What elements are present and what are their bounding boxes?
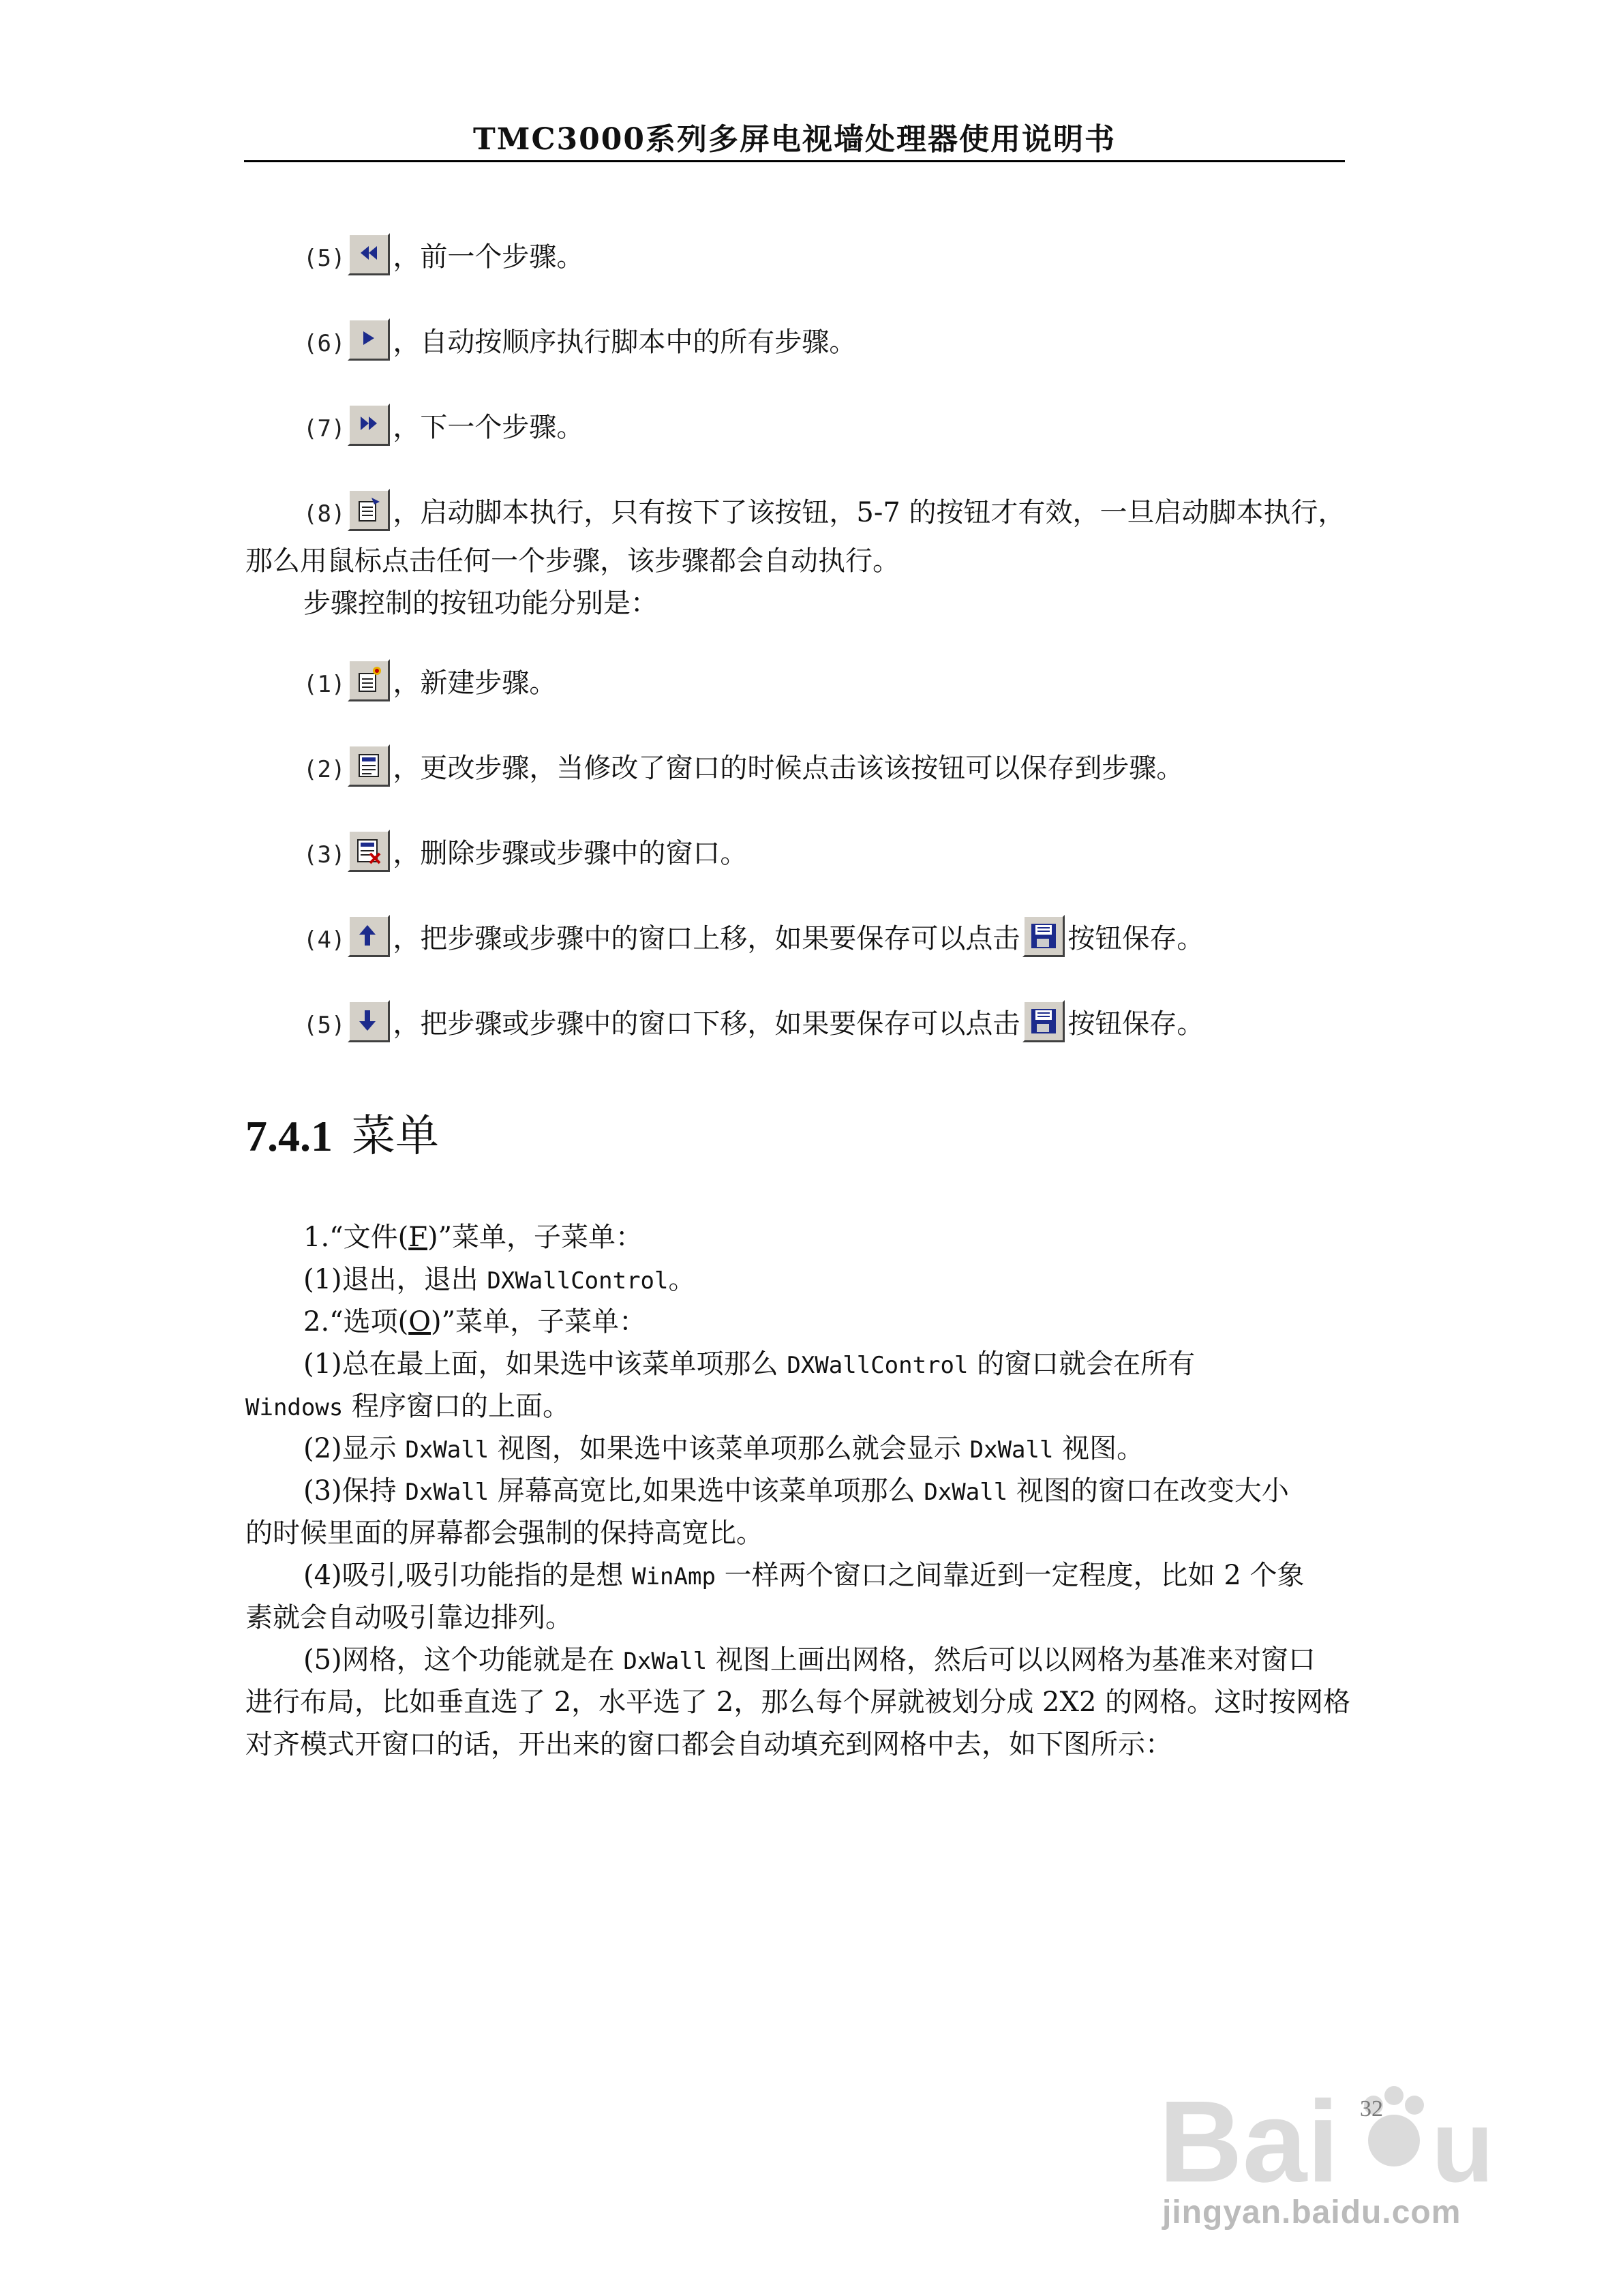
text-fragment: (1)总在最上面，如果选中该菜单项那么 (303, 1348, 787, 1380)
play-icon (354, 324, 384, 354)
text-fragment: 1.“文件( (303, 1222, 409, 1253)
script-item-next (303, 404, 583, 446)
save-button[interactable] (1022, 1000, 1065, 1042)
edit-step-button[interactable] (348, 744, 390, 787)
view-name: DxWall (924, 1479, 1008, 1506)
item-number: (7) (303, 415, 346, 442)
item-text: ，把步骤或步骤中的窗口上移，如果要保存可以点击 (393, 923, 1020, 954)
next-step-button[interactable] (348, 404, 390, 446)
text-fragment: (3)保持 (303, 1475, 406, 1507)
item-number: (2) (303, 756, 346, 783)
item-text: ，启动脚本执行，只有按下了该按钮，5-7 的按钮才有效，一旦启动脚本执行， (393, 497, 1346, 528)
svg-text:u: u (1431, 2089, 1494, 2203)
text-fragment: 程序窗口的上面。 (343, 1391, 571, 1422)
document-header-title: TMC3000系列多屏电视墙处理器使用说明书 (473, 122, 1116, 157)
step-item-delete (303, 830, 747, 872)
item-text: ，新建步骤。 (393, 667, 557, 699)
item-tail-text: 按钮保存。 (1067, 923, 1204, 954)
item-text: ，更改步骤，当修改了窗口的时候点击该该按钮可以保存到步骤。 (393, 753, 1184, 784)
option-keep-aspect (303, 1474, 1289, 1509)
floppy-disk-icon (1029, 1006, 1059, 1036)
edit-step-icon (354, 751, 384, 781)
move-down-button[interactable] (348, 1000, 390, 1042)
option-snap (303, 1558, 1305, 1594)
text-fragment: 视图的窗口在改变大小 (1007, 1475, 1289, 1507)
fast-forward-icon (354, 410, 384, 440)
text-fragment: 视图。 (1053, 1433, 1144, 1464)
watermark-url: jingyan.baidu.com (1162, 2194, 1461, 2231)
menu-file-exit (303, 1263, 695, 1298)
options-mnemonic: O (408, 1306, 431, 1338)
view-name: DxWall (969, 1436, 1054, 1464)
text-fragment: 一样两个窗口之间靠近到一定程度，比如 2 个象 (715, 1560, 1305, 1591)
section-title: 菜单 (352, 1111, 439, 1162)
rewind-icon (354, 239, 384, 269)
start-script-button[interactable] (348, 489, 390, 531)
script-item-start-continued: 那么用鼠标点击任何一个步骤，该步骤都会自动执行。 (245, 545, 900, 577)
floppy-disk-icon (1029, 921, 1059, 951)
item-number: (5) (303, 245, 346, 272)
text-fragment: 视图，如果选中该菜单项那么就会显示 (489, 1433, 970, 1464)
option-keep-aspect-cont: 的时候里面的屏幕都会强制的保持高宽比。 (245, 1517, 763, 1549)
section-heading (245, 1101, 439, 1164)
step-item-move-up (303, 915, 1204, 957)
text-fragment: )”菜单，子菜单： (431, 1306, 647, 1338)
text-fragment: (2)显示 (303, 1433, 406, 1464)
step-item-move-down (303, 1000, 1204, 1042)
script-item-play (303, 318, 856, 361)
text-fragment: 的窗口就会在所有 (968, 1348, 1196, 1380)
view-name: DxWall (405, 1436, 489, 1464)
arrow-down-icon (354, 1006, 384, 1036)
arrow-up-icon (354, 921, 384, 951)
item-number: (5) (303, 1012, 346, 1039)
item-tail-text: 按钮保存。 (1067, 1008, 1204, 1040)
item-number: (8) (303, 500, 346, 528)
save-button[interactable] (1022, 915, 1065, 957)
new-step-button[interactable] (348, 659, 390, 701)
menu-options-heading (303, 1305, 646, 1339)
new-step-icon (354, 665, 384, 695)
option-always-on-top-cont (245, 1389, 570, 1425)
step-item-edit (303, 744, 1183, 787)
option-grid-cont-2: 对齐模式开窗口的话，开出来的窗口都会自动填充到网格中去，如下图所示： (245, 1729, 1172, 1760)
item-number: (4) (303, 926, 346, 954)
item-text: ，把步骤或步骤中的窗口下移，如果要保存可以点击 (393, 1008, 1020, 1040)
text-fragment: (5)网格，这个功能就是在 (303, 1644, 624, 1676)
script-item-prev (303, 233, 583, 275)
text-fragment: 。 (668, 1264, 696, 1295)
delete-step-button[interactable] (348, 830, 390, 872)
move-up-button[interactable] (348, 915, 390, 957)
text-fragment: 2.“选项( (303, 1306, 409, 1338)
run-script-icon (354, 495, 384, 525)
menu-file-heading (303, 1220, 643, 1254)
text-fragment: 视图上画出网格，然后可以以网格为基准来对窗口 (707, 1644, 1316, 1676)
script-item-start (303, 489, 1346, 531)
item-text: ，前一个步骤。 (393, 241, 584, 273)
delete-step-icon (354, 836, 384, 866)
option-show-view (303, 1432, 1144, 1467)
text-fragment: (1)退出，退出 (303, 1264, 487, 1295)
item-text: ，删除步骤或步骤中的窗口。 (393, 838, 748, 869)
svg-text:Bai: Bai (1159, 2077, 1339, 2207)
app-name: WinAmp (632, 1563, 716, 1590)
item-number: (6) (303, 330, 346, 357)
app-name: DXWallControl (487, 1267, 669, 1295)
file-mnemonic: F (408, 1222, 427, 1253)
item-text: ，下一个步骤。 (393, 412, 584, 443)
prev-step-button[interactable] (348, 233, 390, 275)
header-rule (244, 160, 1345, 162)
step-item-new (303, 659, 556, 701)
item-number: (3) (303, 841, 346, 868)
text-fragment: )”菜单，子菜单： (427, 1222, 643, 1253)
option-snap-cont: 素就会自动吸引靠边排列。 (245, 1602, 573, 1633)
section-number: 7.4.1 (245, 1112, 333, 1160)
text-fragment: (4)吸引,吸引功能指的是想 (303, 1560, 633, 1591)
os-name: Windows (245, 1394, 344, 1421)
view-name: DxWall (623, 1648, 708, 1675)
app-name: DXWallControl (787, 1352, 969, 1379)
item-number: (1) (303, 671, 346, 698)
page-number: 32 (1360, 2096, 1383, 2121)
play-all-button[interactable] (348, 318, 390, 361)
option-always-on-top (303, 1347, 1195, 1383)
option-grid-cont-1: 进行布局，比如垂直选了 2，水平选了 2，那么每个屏就被划分成 2X2 的网格。这时按网格 (245, 1687, 1351, 1718)
view-name: DxWall (405, 1479, 489, 1506)
step-controls-intro: 步骤控制的按钮功能分别是： (303, 588, 658, 619)
item-text: ，自动按顺序执行脚本中的所有步骤。 (393, 327, 857, 358)
text-fragment: 屏幕高宽比,如果选中该菜单项那么 (489, 1475, 924, 1507)
option-grid (303, 1643, 1316, 1678)
